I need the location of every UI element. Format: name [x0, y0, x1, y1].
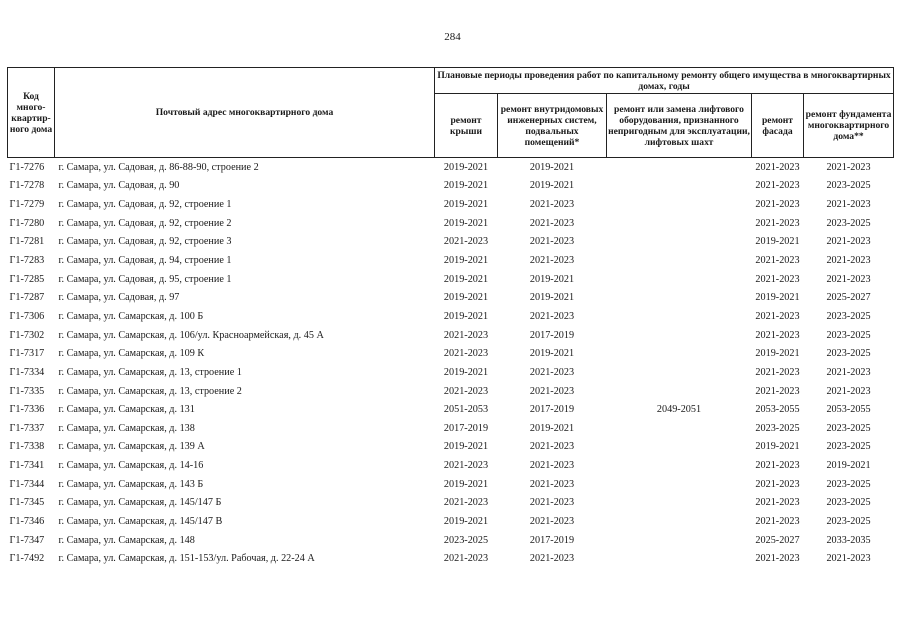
cell-code: Г1-7344	[9, 478, 45, 490]
cell-elevator	[607, 382, 752, 401]
header-facade: ремонт фасада	[752, 94, 804, 158]
cell-code: Г1-7278	[9, 180, 45, 192]
table-row	[8, 512, 894, 531]
cell-roof: 2019-2021	[443, 366, 489, 378]
cell-facade: 2019-2021	[755, 292, 800, 304]
cell-facade: 2053-2055	[755, 404, 800, 416]
cell-foundation: 2023-2025	[826, 497, 871, 509]
cell-systems: 2021-2023	[529, 553, 575, 565]
header-address: Почтовый адрес многоквартирного дома	[55, 68, 435, 158]
cell-systems: 2017-2019	[529, 534, 575, 546]
cell-systems: 2021-2023	[529, 441, 575, 453]
cell-systems: 2021-2023	[529, 497, 575, 509]
header-systems: ремонт внутридомовых инженерных систем, подвальных помещений*	[498, 94, 607, 158]
cell-roof: 2021-2023	[443, 236, 489, 248]
cell-foundation: 2019-2021	[826, 460, 871, 472]
cell-foundation: 2023-2025	[826, 441, 871, 453]
cell-address: г. Самара, ул. Садовая, д. 90	[58, 180, 180, 192]
table-body	[8, 158, 894, 569]
cell-address: г. Самара, ул. Самарская, д. 100 Б	[58, 310, 204, 322]
cell-code: Г1-7346	[9, 515, 45, 527]
cell-elevator	[607, 177, 752, 196]
cell-address: г. Самара, ул. Садовая, д. 94, строение 1	[58, 255, 232, 267]
cell-foundation: 2023-2025	[826, 217, 871, 229]
cell-facade: 2021-2023	[755, 553, 800, 565]
cell-elevator	[607, 307, 752, 326]
cell-systems: 2017-2019	[529, 404, 575, 416]
table-row	[8, 270, 894, 289]
cell-code: Г1-7285	[9, 273, 45, 285]
cell-foundation: 2021-2023	[826, 553, 871, 565]
cell-elevator	[607, 419, 752, 438]
cell-code: Г1-7281	[9, 236, 45, 248]
table-row	[8, 549, 894, 568]
cell-facade: 2021-2023	[755, 199, 800, 211]
cell-elevator	[607, 549, 752, 568]
cell-address: г. Самара, ул. Самарская, д. 151-153/ул. Рабочая, д. 22-24 А	[58, 553, 315, 565]
cell-systems: 2019-2021	[529, 273, 575, 285]
header-roof: ремонт крыши	[435, 94, 498, 158]
cell-facade: 2021-2023	[755, 329, 800, 341]
cell-code: Г1-7347	[9, 534, 45, 546]
table-row	[8, 494, 894, 513]
cell-systems: 2021-2023	[529, 385, 575, 397]
cell-code: Г1-7279	[9, 199, 45, 211]
cell-code: Г1-7334	[9, 366, 45, 378]
cell-systems: 2021-2023	[529, 236, 575, 248]
cell-code: Г1-7338	[9, 441, 45, 453]
cell-roof: 2019-2021	[443, 478, 489, 490]
cell-address: г. Самара, ул. Самарская, д. 138	[58, 422, 195, 434]
cell-systems: 2021-2023	[529, 199, 575, 211]
cell-roof: 2019-2021	[443, 161, 489, 173]
table-row	[8, 344, 894, 363]
cell-address: г. Самара, ул. Садовая, д. 97	[58, 292, 180, 304]
cell-roof: 2023-2025	[443, 534, 489, 546]
cell-roof: 2021-2023	[443, 385, 489, 397]
header-elevator: ремонт или замена лифтового оборудования, признанного непригодным для эксплуатации, лифтовых шахт	[607, 94, 752, 158]
cell-roof: 2021-2023	[443, 329, 489, 341]
cell-foundation: 2021-2023	[826, 273, 871, 285]
cell-facade: 2021-2023	[755, 515, 800, 527]
cell-systems: 2021-2023	[529, 217, 575, 229]
cell-code: Г1-7287	[9, 292, 45, 304]
table-row	[8, 438, 894, 457]
cell-elevator	[607, 531, 752, 550]
cell-roof: 2019-2021	[443, 273, 489, 285]
cell-code: Г1-7492	[9, 553, 45, 565]
cell-foundation: 2023-2025	[826, 329, 871, 341]
cell-foundation: 2021-2023	[826, 385, 871, 397]
cell-elevator	[607, 475, 752, 494]
cell-elevator	[607, 158, 752, 177]
cell-elevator	[607, 233, 752, 252]
cell-systems: 2019-2021	[529, 422, 575, 434]
cell-code: Г1-7345	[9, 497, 45, 509]
cell-foundation: 2023-2025	[826, 515, 871, 527]
table-row	[8, 382, 894, 401]
header-code: Код много-квартир-ного дома	[8, 68, 55, 158]
cell-address: г. Самара, ул. Самарская, д. 139 А	[58, 441, 205, 453]
cell-roof: 2021-2023	[443, 553, 489, 565]
cell-elevator	[607, 494, 752, 513]
cell-elevator	[607, 344, 752, 363]
table-row	[8, 177, 894, 196]
table-row	[8, 363, 894, 382]
cell-foundation: 2023-2025	[826, 180, 871, 192]
cell-address: г. Самара, ул. Самарская, д. 148	[58, 534, 195, 546]
cell-foundation: 2023-2025	[826, 348, 871, 360]
cell-facade: 2021-2023	[755, 161, 800, 173]
table-row	[8, 214, 894, 233]
cell-facade: 2021-2023	[755, 180, 800, 192]
cell-systems: 2019-2021	[529, 180, 575, 192]
cell-foundation: 2021-2023	[826, 199, 871, 211]
cell-elevator	[607, 456, 752, 475]
cell-facade: 2023-2025	[755, 422, 800, 434]
cell-roof: 2019-2021	[443, 310, 489, 322]
cell-code: Г1-7336	[9, 404, 45, 416]
cell-address: г. Самара, ул. Садовая, д. 92, строение 1	[58, 199, 232, 211]
header-periods-group: Плановые периоды проведения работ по капитальному ремонту общего имущества в многоквартирных домах, годы	[435, 68, 894, 94]
cell-foundation: 2021-2023	[826, 236, 871, 248]
cell-facade: 2021-2023	[755, 366, 800, 378]
table-row	[8, 158, 894, 177]
cell-facade: 2019-2021	[755, 348, 800, 360]
cell-address: г. Самара, ул. Садовая, д. 95, строение 1	[58, 273, 232, 285]
cell-roof: 2051-2053	[443, 404, 489, 416]
cell-facade: 2019-2021	[755, 236, 800, 248]
cell-facade: 2021-2023	[755, 255, 800, 267]
cell-code: Г1-7302	[9, 329, 45, 341]
cell-foundation: 2023-2025	[826, 310, 871, 322]
table-row	[8, 419, 894, 438]
cell-code: Г1-7280	[9, 217, 45, 229]
cell-facade: 2021-2023	[755, 497, 800, 509]
cell-address: г. Самара, ул. Самарская, д. 13, строение 2	[58, 385, 242, 397]
cell-code: Г1-7283	[9, 255, 45, 267]
cell-roof: 2019-2021	[443, 441, 489, 453]
cell-address: г. Самара, ул. Садовая, д. 92, строение 2	[58, 217, 232, 229]
cell-systems: 2021-2023	[529, 515, 575, 527]
cell-foundation: 2023-2025	[826, 422, 871, 434]
cell-roof: 2019-2021	[443, 515, 489, 527]
cell-systems: 2021-2023	[529, 478, 575, 490]
cell-roof: 2017-2019	[443, 422, 489, 434]
cell-address: г. Самара, ул. Самарская, д. 14-16	[58, 460, 204, 472]
cell-address: г. Самара, ул. Садовая, д. 86-88-90, строение 2	[58, 161, 259, 173]
cell-roof: 2019-2021	[443, 199, 489, 211]
table-row	[8, 326, 894, 345]
cell-address: г. Самара, ул. Самарская, д. 145/147 В	[58, 515, 223, 527]
cell-systems: 2019-2021	[529, 161, 575, 173]
cell-elevator	[607, 195, 752, 214]
cell-foundation: 2023-2025	[826, 478, 871, 490]
cell-elevator	[607, 214, 752, 233]
cell-facade: 2021-2023	[755, 478, 800, 490]
cell-foundation: 2053-2055	[826, 404, 871, 416]
cell-systems: 2021-2023	[529, 460, 575, 472]
table-row	[8, 233, 894, 252]
cell-facade: 2021-2023	[755, 217, 800, 229]
cell-code: Г1-7341	[9, 460, 45, 472]
cell-systems: 2021-2023	[529, 366, 575, 378]
cell-code: Г1-7337	[9, 422, 45, 434]
cell-address: г. Самара, ул. Самарская, д. 106/ул. Красноармейская, д. 45 А	[58, 329, 324, 341]
table-row	[8, 456, 894, 475]
cell-elevator	[607, 438, 752, 457]
cell-elevator	[607, 326, 752, 345]
cell-facade: 2021-2023	[755, 385, 800, 397]
cell-roof: 2019-2021	[443, 255, 489, 267]
cell-facade: 2021-2023	[755, 310, 800, 322]
cell-systems: 2019-2021	[529, 292, 575, 304]
cell-elevator	[607, 270, 752, 289]
cell-elevator	[607, 288, 752, 307]
table-row	[8, 475, 894, 494]
page-number: 284	[444, 31, 461, 43]
cell-address: г. Самара, ул. Самарская, д. 145/147 Б	[58, 497, 222, 509]
table-row	[8, 307, 894, 326]
cell-code: Г1-7276	[9, 161, 45, 173]
cell-systems: 2021-2023	[529, 310, 575, 322]
cell-foundation: 2033-2035	[826, 534, 871, 546]
cell-elevator	[607, 512, 752, 531]
cell-roof: 2021-2023	[443, 460, 489, 472]
cell-facade: 2025-2027	[755, 534, 800, 546]
cell-address: г. Самара, ул. Самарская, д. 131	[58, 404, 195, 416]
table-row	[8, 288, 894, 307]
cell-roof: 2019-2021	[443, 292, 489, 304]
cell-address: г. Самара, ул. Самарская, д. 13, строение 1	[58, 366, 242, 378]
capital-repair-table	[7, 67, 894, 568]
cell-foundation: 2021-2023	[826, 366, 871, 378]
cell-roof: 2019-2021	[443, 217, 489, 229]
table-row	[8, 251, 894, 270]
cell-facade: 2019-2021	[755, 441, 800, 453]
cell-code: Г1-7306	[9, 310, 45, 322]
cell-systems: 2021-2023	[529, 255, 575, 267]
cell-code: Г1-7317	[9, 348, 45, 360]
table-row	[8, 195, 894, 214]
cell-systems: 2019-2021	[529, 348, 575, 360]
table-row	[8, 531, 894, 550]
cell-foundation: 2025-2027	[826, 292, 871, 304]
cell-elevator	[607, 251, 752, 270]
cell-roof: 2019-2021	[443, 180, 489, 192]
cell-facade: 2021-2023	[755, 273, 800, 285]
cell-address: г. Самара, ул. Самарская, д. 143 Б	[58, 478, 204, 490]
table-row	[8, 400, 894, 419]
cell-systems: 2017-2019	[529, 329, 575, 341]
cell-roof: 2021-2023	[443, 497, 489, 509]
cell-code: Г1-7335	[9, 385, 45, 397]
cell-elevator	[607, 363, 752, 382]
cell-roof: 2021-2023	[443, 348, 489, 360]
cell-foundation: 2021-2023	[826, 255, 871, 267]
cell-address: г. Самара, ул. Самарская, д. 109 К	[58, 348, 205, 360]
cell-elevator: 2049-2051	[656, 404, 702, 416]
cell-facade: 2021-2023	[755, 460, 800, 472]
cell-address: г. Самара, ул. Садовая, д. 92, строение 3	[58, 236, 232, 248]
cell-foundation: 2021-2023	[826, 161, 871, 173]
header-foundation: ремонт фундамента многоквартирного дома**	[804, 94, 894, 158]
